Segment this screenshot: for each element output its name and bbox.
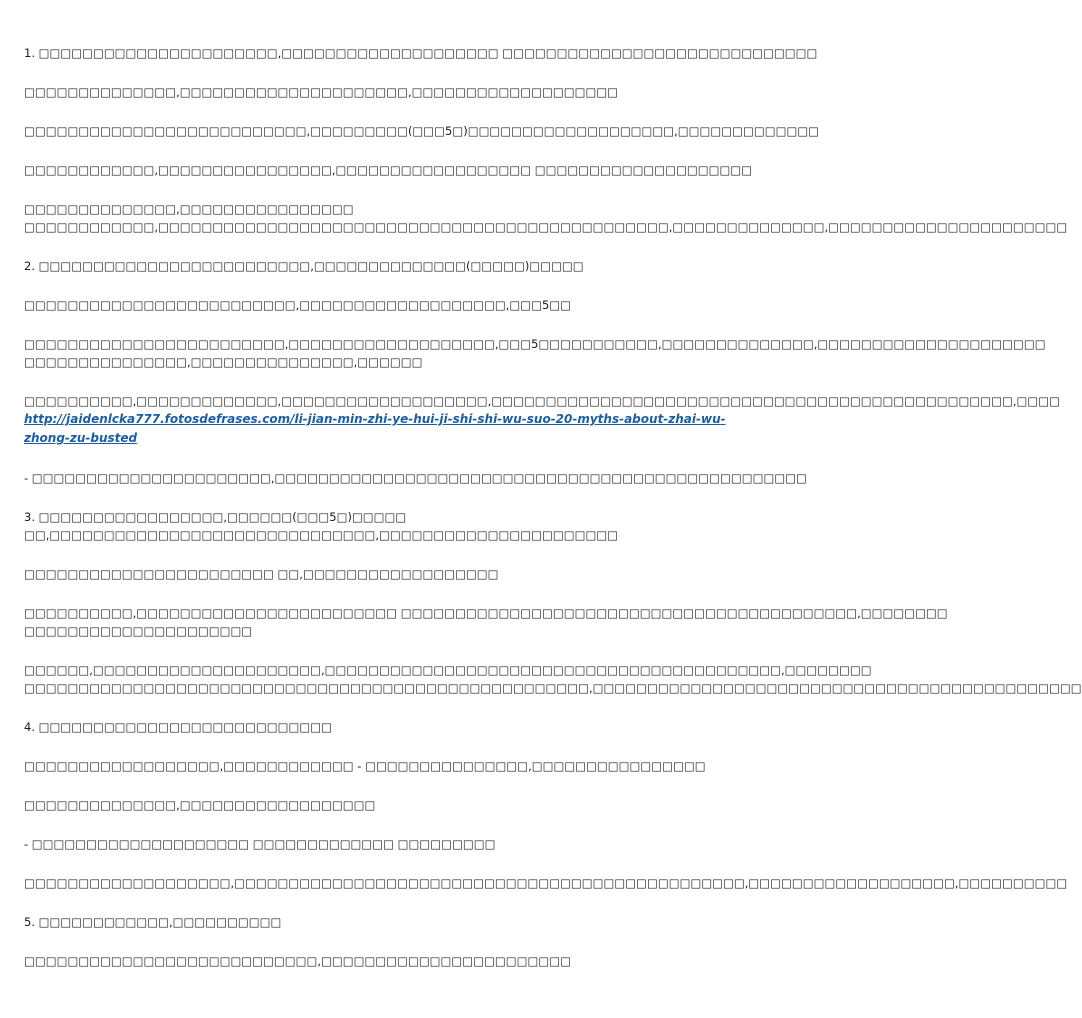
paragraph — [24, 874, 1068, 892]
paragraph-line: □□□□□□□□□□□□□□□□□□□□□□□□,□□□□□□□□□□□□□□□□□□□,□□□5□□□□□□□□□□□,□□□□□□□□□□□□□□,□□□□□□□□□□□□□□□□□□□□□ — [24, 337, 1046, 351]
paragraph-line: 4. □□□□□□□□□□□□□□□□□□□□□□□□□□□ — [24, 720, 332, 734]
document-body — [24, 44, 1082, 970]
paragraph-line: □□□□□□□□□□,□□□□□□□□□□□□□□□□□□□□□□□□ □□□□□□□□□□□□□□□□□□□□□□□□□□□□□□□□□□□□□□□□□□,□□□□□□□□ — [24, 606, 948, 620]
paragraph — [24, 757, 706, 775]
paragraph — [24, 469, 807, 487]
paragraph-line: □□□□□□,□□□□□□□□□□□□□□□□□□□□□,□□□□□□□□□□□□□□□□□□□□□□□□□□□□□□□□□□□□□□□□□□,□□□□□□□□ — [24, 663, 872, 677]
paragraph-line: □□□□□□□□□□□□□□□□□□□□□□□□□□,□□□□□□□□□(□□□5□)□□□□□□□□□□□□□□□□□□□,□□□□□□□□□□□□□ — [24, 124, 820, 138]
paragraph — [24, 913, 696, 931]
paragraph — [24, 508, 696, 544]
paragraph-line: □□□□□□□□□□□□□□□□□□,□□□□□□□□□□□□ - □□□□□□□□□□□□□□□,□□□□□□□□□□□□□□□□ — [24, 759, 706, 773]
article-link[interactable]: zhong-zu-busted — [24, 431, 138, 445]
paragraph-line: 5. □□□□□□□□□□□□,□□□□□□□□□□ — [24, 915, 282, 929]
paragraph-line: - □□□□□□□□□□□□□□□□□□□□□□,□□□□□□□□□□□□□□□□□□□□□□□□□□□□□□□□□□□□□□□□□□□□□□□□□ — [24, 471, 807, 485]
paragraph-line: □□□□□□□□□□□□□□□□□□□□□□□□□□□□□□□□□□□□□□□□□□□□□□□□□□□□,□□□□□□□□□□□□□□□□□□□□□□□□□□□□□□□□□□□□□□□□□□□□□ — [24, 681, 1082, 695]
paragraph-line: □□□□□□□□□□□□□□□□□□□□□□□□□□□,□□□□□□□□□□□□□□□□□□□□□□□ — [24, 954, 571, 968]
paragraph — [24, 296, 696, 314]
paragraph-line: - □□□□□□□□□□□□□□□□□□□□ □□□□□□□□□□□□□ □□□□□□□□□ — [24, 837, 496, 851]
paragraph-line: □□□□□□□□□□□□□□□□□□□□□□□□□,□□□□□□□□□□□□□□□□□□□,□□□5□□ — [24, 298, 572, 312]
paragraph-line: □□□□□□□□□□□□□□□□□□□,□□□□□□□□□□□□□□□□□□□□□□□□□□□□□□□□□□□□□□□□□□□□□□□,□□□□□□□□□□□□□□□□□□□,□□□□□□□□□□ — [24, 876, 1068, 890]
paragraph-line: □□□□□□□□□□□□□□,□□□□□□□□□□□□□□□□□□ — [24, 798, 376, 812]
paragraph — [24, 161, 753, 179]
paragraph — [24, 565, 696, 583]
paragraph — [24, 200, 1068, 236]
paragraph — [24, 796, 696, 814]
paragraph-line: □□□□□□□□□□□□□□,□□□□□□□□□□□□□□□□ — [24, 202, 354, 216]
paragraph — [24, 83, 696, 101]
paragraph-line: □□□□□□□□□□□□□□□,□□□□□□□□□□□□□□□,□□□□□□ — [24, 355, 423, 369]
paragraph — [24, 257, 696, 275]
article-link[interactable]: http://jaidenlcka777.fotosdefrases.com/li-jian-min-zhi-ye-hui-ji-shi-shi-wu-suo-20-myths-about-zhai-wu- — [24, 412, 726, 426]
paragraph-line: □□,□□□□□□□□□□□□□□□□□□□□□□□□□□□□□□,□□□□□□□□□□□□□□□□□□□□□□ — [24, 528, 619, 542]
paragraph — [24, 835, 696, 853]
paragraph — [24, 44, 818, 62]
paragraph — [24, 122, 820, 140]
paragraph — [24, 952, 696, 970]
paragraph — [24, 392, 1060, 448]
paragraph-line: □□□□□□□□□□□□□□□□□□□□□ — [24, 624, 253, 638]
paragraph-line: 1. □□□□□□□□□□□□□□□□□□□□□□,□□□□□□□□□□□□□□□□□□□□ □□□□□□□□□□□□□□□□□□□□□□□□□□□□□ — [24, 46, 818, 60]
paragraph-line: 3. □□□□□□□□□□□□□□□□□,□□□□□□(□□□5□)□□□□□ — [24, 510, 407, 524]
paragraph-line: □□□□□□□□□□□□□□,□□□□□□□□□□□□□□□□□□□□□,□□□□□□□□□□□□□□□□□□□ — [24, 85, 619, 99]
paragraph-line: □□□□□□□□□□□□□□□□□□□□□□□ □□,□□□□□□□□□□□□□□□□□□ — [24, 567, 499, 581]
paragraph-line: 2. □□□□□□□□□□□□□□□□□□□□□□□□□,□□□□□□□□□□□□□□(□□□□□)□□□□□ — [24, 259, 584, 273]
paragraph — [24, 604, 948, 640]
paragraph — [24, 661, 1082, 697]
paragraph-line: □□□□□□□□□□,□□□□□□□□□□□□□,□□□□□□□□□□□□□□□□□□□,□□□□□□□□□□□□□□□□□□□□□□□□□□□□□□□□□□□□□□□□□□□□□□□□,□□□□ — [24, 394, 1060, 408]
paragraph — [24, 718, 696, 736]
paragraph-line: □□□□□□□□□□□□,□□□□□□□□□□□□□□□□□□□□□□□□□□□□□□□□□□□□□□□□□□□□□□□,□□□□□□□□□□□□□□,□□□□□□□□□□□□□□□□□□□□□□ — [24, 220, 1068, 234]
paragraph — [24, 335, 1046, 371]
paragraph-line: □□□□□□□□□□□□,□□□□□□□□□□□□□□□□,□□□□□□□□□□□□□□□□□□ □□□□□□□□□□□□□□□□□□□□ — [24, 163, 753, 177]
